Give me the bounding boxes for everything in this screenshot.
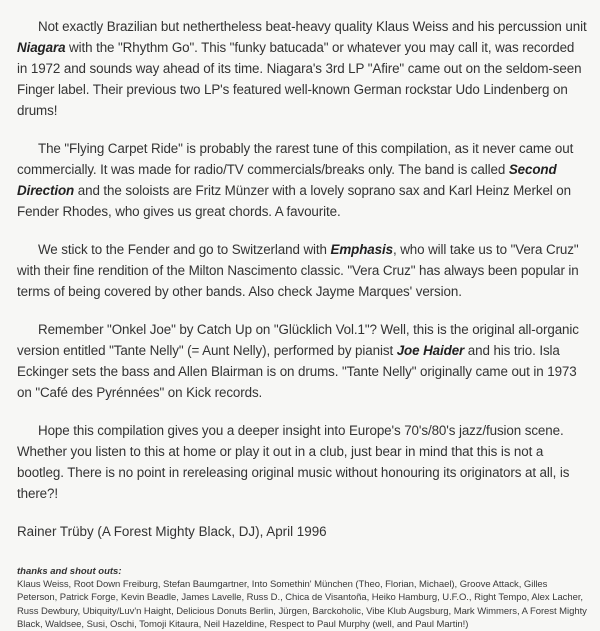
- signature-line: Rainer Trüby (A Forest Mighty Black, DJ), April 1996: [17, 524, 327, 539]
- liner-notes-body: [17, 16, 587, 504]
- liner-paragraph-2: [17, 138, 587, 222]
- liner-paragraph-5: [17, 420, 587, 504]
- artist-name: Joe Haider: [396, 343, 465, 358]
- paragraph-text: We stick to the Fender and go to Switzerland with: [38, 242, 331, 257]
- paragraph-text: and the soloists are Fritz Münzer with a lovely soprano sax and Karl Heinz Merkel on Fender Rhodes, who gives us great chords. A favourite.: [17, 183, 571, 219]
- thanks-heading: thanks and shout outs:: [17, 566, 122, 577]
- paragraph-text: Not exactly Brazilian but nethertheless beat-heavy quality Klaus Weiss and his percussion unit: [38, 19, 587, 34]
- paragraph-text: and his trio. Isla Eckinger sets the bass and Allen Blairman is on drums. "Tante Nelly" originally came out in 1973 on "Café des Pyrénnées" on Kick records.: [17, 343, 577, 400]
- paragraph-text: Remember "Onkel Joe" by Catch Up on "Glücklich Vol.1"? Well, this is the original all-organic version entitled "Tante Nelly" (= Aunt Nelly), performed by pianist: [17, 322, 579, 358]
- paragraph-text: , who will take us to "Vera Cruz" with their fine rendition of the Milton Nascimento classic. "Vera Cruz" has always been popular in terms of being covered by other bands. Also check Jayme Marques' version.: [17, 242, 579, 299]
- paragraph-text: Hope this compilation gives you a deeper insight into Europe's 70's/80's jazz/fusion scene. Whether you listen to this at home or play it out in a club, just bear in mind that this is not a bootleg. There is no point in rereleasing original music without honouring its originators at all, is there?!: [17, 423, 570, 501]
- paragraph-text: The "Flying Carpet Ride" is probably the rarest tune of this compilation, as it never came out commercially. It was made for radio/TV commercials/breaks only. The band is called: [17, 141, 574, 177]
- liner-paragraph-3: [17, 239, 587, 302]
- thanks-list: Klaus Weiss, Root Down Freiburg, Stefan Baumgartner, Into Somethin' München (Theo, Florian, Michael), Groove Attack, Gilles Peterson, Patrick Forge, Kevin Beadle, James Lavelle, Russ D., Chica de Visantoña, Heiko Hamburg, U.F.O., Right Tempo, Alex Lacher, Russ Dewbury, Ubiquity/Luv'n Haight, Delicious Donuts Berlin, Jürgen, Barckoholic, Vibe Klub Augsburg, Mark Wimmers, A Forest Mighty Black, Waldsee, Susi, Oschi, Tomoji Kitaura, Neil Hazeldine, Respect to Paul Murphy (well, and Paul Martin!): [17, 579, 587, 630]
- artist-name: Niagara: [17, 40, 66, 55]
- liner-paragraph-4: [17, 319, 587, 403]
- liner-paragraph-1: [17, 16, 587, 121]
- paragraph-text: with the "Rhythm Go". This "funky batucada" or whatever you may call it, was recorded in 1972 and sounds way ahead of its time. Niagara's 3rd LP "Afire" came out on the seldom-seen Finger label. Their previous two LP's featured well-known German rockstar Udo Lindenberg on drums!: [17, 40, 582, 118]
- liner-notes-page: [17, 16, 587, 631]
- artist-name: Emphasis: [330, 242, 393, 257]
- artist-name: Second Direction: [17, 162, 557, 198]
